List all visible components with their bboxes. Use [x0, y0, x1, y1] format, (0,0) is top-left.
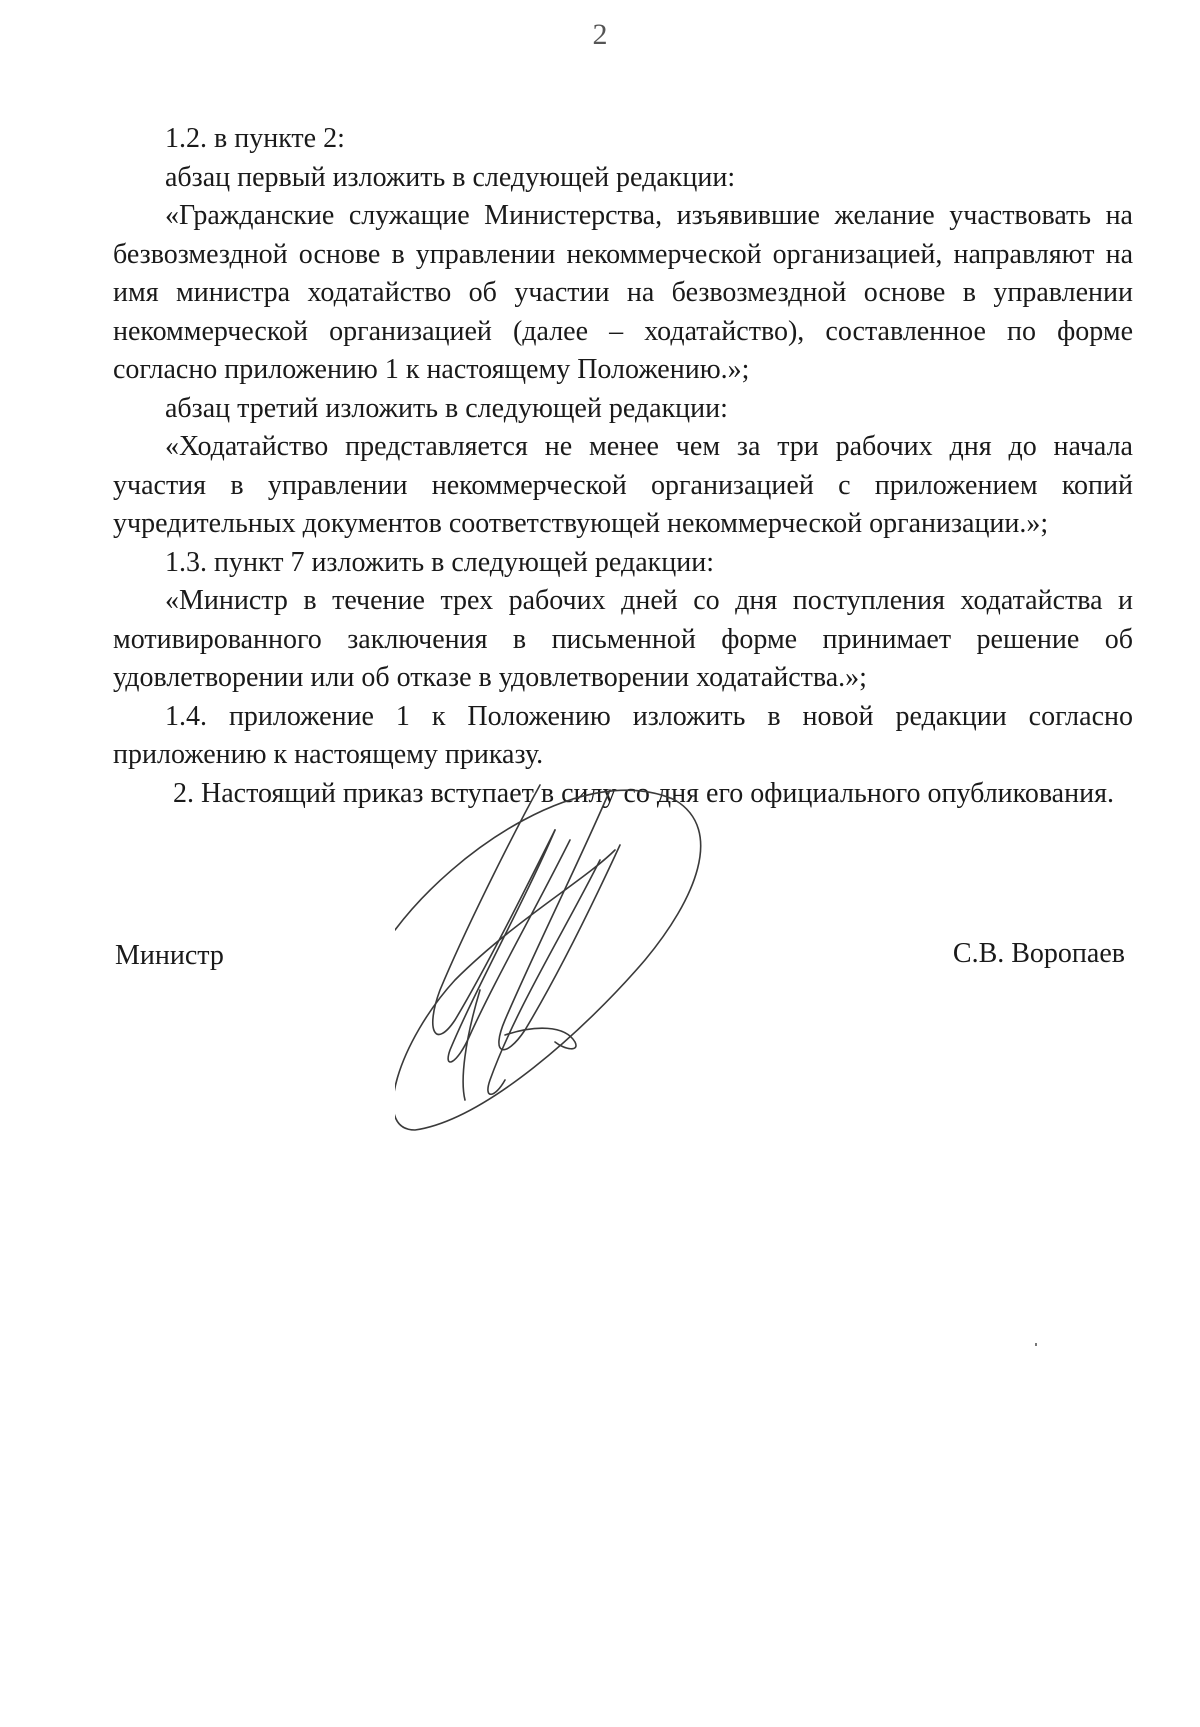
paragraph-quoted-petition: «Ходатайство представляется не менее чем за три рабочих дня до начала участия в управлении некоммерческой организацией с приложением копий учредительных документов соответствующей некоммерческой организации.»;: [113, 431, 1133, 539]
handwritten-signature: [395, 780, 795, 1150]
paragraph-1-2-heading: 1.2. в пункте 2:: [165, 123, 345, 154]
page-number: 2: [592, 18, 608, 51]
signatory-name: С.В. Воропаев: [952, 938, 1125, 969]
scan-speck: [1035, 1343, 1037, 1346]
paragraph-1-3: 1.3. пункт 7 изложить в следующей редакции:: [165, 546, 714, 578]
paragraph-1-4: 1.4. приложение 1 к Положению изложить в новой редакции согласно приложению к настоящему приказу.: [113, 700, 1133, 770]
paragraph-quoted-civil-servants: «Гражданские служащие Министерства, изъявившие желание участвовать на безвозмездной основе в управлении некоммерческой организацией, направляют на имя министра ходатайство об участии на безвозмездной основе в управлении некоммерческой организацией (далее – ходатайство), составленное по форме согласно приложению 1 к настоящему Положению.»;: [113, 200, 1133, 385]
paragraph-quoted-minister: «Министр в течение трех рабочих дней со дня поступления ходатайства и мотивированного заключения в письменной форме принимает решение об удовлетворении или об отказе в удовлетворении ходатайства.»;: [113, 585, 1133, 693]
paragraph-first-abzac-instruction: абзац первый изложить в следующей редакции:: [165, 161, 736, 193]
document-body: [113, 120, 1133, 813]
paragraph-2-effective: 2. Настоящий приказ вступает в силу со дня его официального опубликования.: [173, 777, 1114, 809]
signatory-title: Министр: [115, 940, 224, 971]
paragraph-third-abzac-instruction: абзац третий изложить в следующей редакции:: [165, 392, 728, 424]
